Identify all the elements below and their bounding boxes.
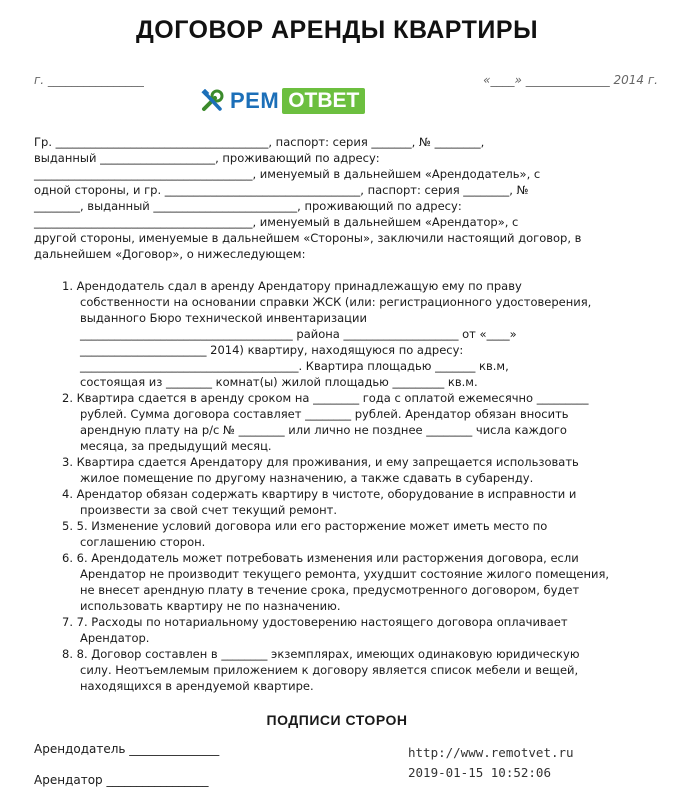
clause-line: выданного Бюро технической инвентаризации	[80, 311, 367, 325]
logo-text-otvet: ОТВЕТ	[282, 88, 365, 114]
intro-line: ______________________________________, именуемый в дальнейшем «Арендатор», с	[34, 215, 519, 229]
clause-line: 1. Арендодатель сдал в аренду Арендатору принадлежащую ему по праву	[62, 279, 522, 293]
city-field: г. ________________	[34, 73, 144, 87]
intro-line: другой стороны, именуемые в дальнейшем «Стороны», заключили настоящий договор, в	[34, 231, 582, 245]
clause-line: 7. 7. Расходы по нотариальному удостоверению настоящего договора оплачивает	[62, 615, 568, 629]
clause-line: месяца, за предыдущий месяц.	[80, 439, 272, 453]
signatures-title: ПОДПИСИ СТОРОН	[266, 712, 408, 728]
clause-line: силу. Неотъемлемым приложением к договору является список мебели и вещей,	[80, 663, 579, 677]
clause-line: использовать квартиру не по назначению.	[80, 599, 341, 613]
clause-line: 4. Арендатор обязан содержать квартиру в чистоте, оборудование в исправности и	[62, 487, 577, 501]
clause-line: соглашению сторон.	[80, 535, 206, 549]
clause-line: _____________________________________ района ____________________ от «____»	[80, 327, 517, 341]
landlord-signature-line: Арендодатель _______________	[34, 742, 220, 756]
clause-line: Арендатор.	[80, 631, 150, 645]
intro-line: ________, выданный _________________________, проживающий по адресу:	[34, 199, 462, 213]
intro-line: ______________________________________, именуемый в дальнейшем «Арендодатель», с	[34, 167, 541, 181]
clause-line: не внесет арендную плату в течение срока, предусмотренного договором, будет	[80, 583, 580, 597]
clause-line: 8. 8. Договор составлен в ________ экземплярах, имеющих одинаковую юридическую	[62, 647, 580, 661]
document-title: ДОГОВОР АРЕНДЫ КВАРТИРЫ	[135, 16, 539, 44]
clause-line: ______________________ 2014) квартиру, находящуюся по адресу:	[80, 343, 464, 357]
clause-line: ______________________________________. Квартира площадью _______ кв.м,	[80, 359, 509, 373]
clause-line: рублей. Сумма договора составляет ________ рублей. Арендатор обязан вносить	[80, 407, 569, 421]
intro-line: одной стороны, и гр. __________________________________, паспорт: серия ________, №	[34, 183, 529, 197]
tenant-signature-line: Арендатор _________________	[34, 773, 209, 787]
logo-text-rem: РЕМ	[230, 88, 280, 113]
clause-line: жилое помещение по другому назначению, а также сдавать в субаренду.	[80, 471, 534, 485]
clause-line: состоящая из ________ комнат(ы) жилой площадью _________ кв.м.	[80, 375, 478, 389]
clause-line: 3. Квартира сдается Арендатору для проживания, и ему запрещается использовать	[62, 455, 579, 469]
clause-line: произвести за свой счет текущий ремонт.	[80, 503, 337, 517]
clause-line: находящихся в арендуемой квартире.	[80, 679, 314, 693]
clause-line: арендную плату на р/с № ________ или лично не позднее ________ числа каждого	[80, 423, 567, 437]
intro-line: Гр. _____________________________________, паспорт: серия _______, № ________,	[34, 135, 485, 149]
remotvet-logo	[200, 86, 365, 116]
clause-line: собственности на основании справки ЖСК (или: регистрационного удостоверения,	[80, 295, 592, 309]
intro-line: выданный ____________________, проживающий по адресу:	[34, 151, 380, 165]
intro-line: дальнейшем «Договор», о нижеследующем:	[34, 247, 306, 261]
clause-line: 6. 6. Арендодатель может потребовать изменения или расторжения договора, если	[62, 551, 579, 565]
watermark-timestamp: 2019-01-15 10:52:06	[408, 765, 551, 780]
clause-line: 5. 5. Изменение условий договора или его расторжение может иметь место по	[62, 519, 548, 533]
watermark-url: http://www.remotvet.ru	[408, 745, 574, 760]
clause-line: 2. Квартира сдается в аренду сроком на ________ года с оплатой ежемесячно _________	[62, 391, 589, 405]
clause-line: Арендатор не производит текущего ремонта, ухудшит состояние жилого помещения,	[80, 567, 610, 581]
date-field: «____» ______________ 2014 г.	[483, 73, 658, 87]
tools-icon	[200, 89, 226, 113]
